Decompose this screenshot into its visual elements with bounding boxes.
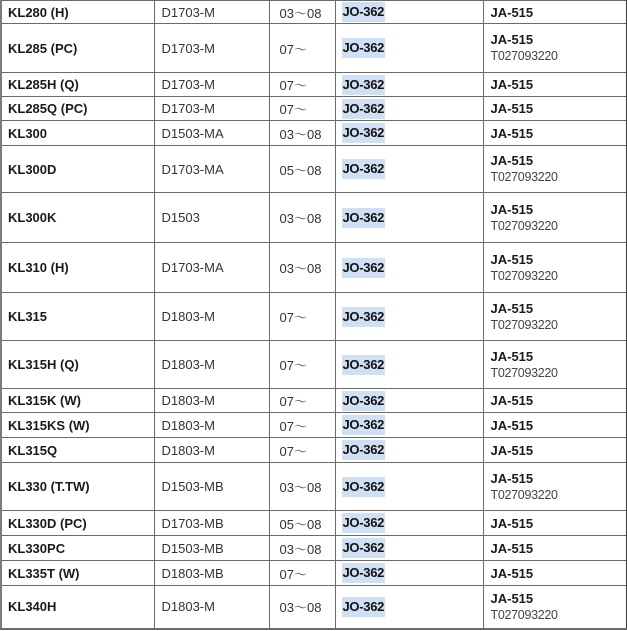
engine-model: D1503-MA [161, 125, 224, 141]
alt-part-number: T027093220 [490, 170, 558, 184]
model-name: KL340H [8, 599, 57, 615]
engine-cell [154, 1, 269, 24]
table-row [1, 511, 627, 536]
model-cell [1, 389, 154, 413]
years-cell [269, 586, 335, 629]
production-years: 07～ [279, 310, 307, 325]
air-filter-cell [483, 73, 627, 97]
engine-cell [154, 536, 269, 561]
production-years: 07～ [279, 566, 307, 582]
engine-model: D1803-M [161, 417, 215, 433]
model-cell [1, 413, 154, 438]
model-name: KL285H (Q) [8, 77, 79, 92]
engine-model: D1703-M [161, 101, 215, 116]
table-row [1, 24, 627, 73]
alt-part-number: T027093220 [490, 218, 558, 233]
table-row [1, 1, 627, 24]
model-name: KL280 (H) [8, 4, 69, 20]
production-years: 03～08 [279, 261, 322, 276]
production-years: 07～ [279, 41, 307, 57]
air-filter-part: JA-515 [490, 515, 534, 531]
alt-part-number: T027093220 [490, 268, 558, 283]
air-filter-part: JA-515 [490, 442, 534, 458]
table-row [1, 193, 627, 243]
air-filter-part: JA-515 [490, 300, 534, 316]
oil-filter-part-highlighted: JO-362 [342, 99, 386, 119]
oil-filter-part-highlighted: JO-362 [342, 538, 386, 558]
model-name: KL285 (PC) [8, 40, 78, 56]
model-cell [1, 193, 154, 243]
oil-filter-part-highlighted: JO-362 [342, 123, 386, 143]
oil-filter-part-highlighted: JO-362 [342, 38, 386, 58]
air-filter-part: JA-515 [490, 201, 534, 217]
table-row [1, 146, 627, 193]
oil-filter-part-highlighted: JO-362 [342, 159, 386, 179]
engine-cell [154, 463, 269, 511]
air-filter-part: JA-515 [490, 153, 534, 168]
production-years: 03～08 [279, 5, 322, 21]
model-cell [1, 561, 154, 586]
model-cell [1, 97, 154, 121]
oil-filter-part-highlighted: JO-362 [342, 415, 386, 435]
model-cell [1, 24, 154, 73]
model-cell [1, 341, 154, 389]
engine-model: D1803-MB [161, 565, 224, 581]
engine-model: D1503-MB [161, 479, 224, 494]
engine-model: D1703-MA [161, 260, 224, 275]
air-filter-part: JA-515 [490, 590, 534, 606]
oil-filter-part-highlighted: JO-362 [342, 355, 386, 375]
air-filter-part: JA-515 [490, 101, 534, 116]
years-cell [269, 24, 335, 73]
oil-filter-cell [335, 1, 483, 24]
air-filter-part: JA-515 [490, 348, 534, 364]
table-row [1, 121, 627, 146]
years-cell [269, 243, 335, 293]
engine-model: D1503 [161, 210, 200, 225]
alt-part-number: T027093220 [490, 487, 558, 502]
production-years: 03～08 [279, 126, 322, 142]
engine-cell [154, 389, 269, 413]
air-filter-cell [483, 511, 627, 536]
model-name: KL300 [8, 125, 48, 141]
air-filter-part: JA-515 [490, 540, 534, 556]
years-cell [269, 463, 335, 511]
air-filter-cell [483, 293, 627, 341]
engine-cell [154, 511, 269, 536]
production-years: 07～ [279, 418, 307, 434]
air-filter-part: JA-515 [490, 417, 534, 433]
air-filter-cell [483, 389, 627, 413]
table-row [1, 389, 627, 413]
oil-filter-cell [335, 511, 483, 536]
model-cell [1, 536, 154, 561]
years-cell [269, 536, 335, 561]
air-filter-cell [483, 536, 627, 561]
production-years: 03～08 [279, 480, 322, 495]
table-row [1, 293, 627, 341]
oil-filter-cell [335, 413, 483, 438]
years-cell [269, 389, 335, 413]
engine-cell [154, 586, 269, 629]
model-cell [1, 146, 154, 193]
engine-model: D1803-M [161, 309, 215, 324]
engine-cell [154, 193, 269, 243]
oil-filter-part-highlighted: JO-362 [342, 75, 386, 95]
engine-cell [154, 146, 269, 193]
table-row [1, 413, 627, 438]
table-body [1, 1, 627, 629]
model-name: KL285Q (PC) [8, 101, 88, 116]
years-cell [269, 1, 335, 24]
model-name: KL315H (Q) [8, 357, 79, 372]
model-name: KL315K (W) [8, 393, 81, 408]
air-filter-part: JA-515 [490, 393, 534, 408]
engine-cell [154, 438, 269, 463]
air-filter-cell [483, 1, 627, 24]
oil-filter-part-highlighted: JO-362 [342, 513, 386, 533]
engine-cell [154, 293, 269, 341]
engine-model: D1803-M [161, 393, 215, 408]
engine-cell [154, 341, 269, 389]
alt-part-number: T027093220 [490, 365, 558, 380]
model-cell [1, 1, 154, 24]
oil-filter-cell [335, 561, 483, 586]
engine-cell [154, 121, 269, 146]
oil-filter-cell [335, 293, 483, 341]
air-filter-part: JA-515 [490, 565, 534, 581]
air-filter-part: JA-515 [490, 77, 534, 92]
table-row [1, 73, 627, 97]
model-cell [1, 243, 154, 293]
model-name: KL315KS (W) [8, 417, 90, 433]
years-cell [269, 146, 335, 193]
engine-model: D1703-M [161, 77, 215, 92]
air-filter-cell [483, 413, 627, 438]
engine-model: D1703-MA [161, 161, 224, 177]
air-filter-part: JA-515 [490, 4, 534, 20]
oil-filter-cell [335, 341, 483, 389]
production-years: 07～ [279, 443, 307, 459]
oil-filter-cell [335, 438, 483, 463]
production-years: 07～ [279, 102, 307, 117]
air-filter-cell [483, 463, 627, 511]
production-years: 05～08 [279, 516, 322, 532]
oil-filter-cell [335, 121, 483, 146]
engine-cell [154, 243, 269, 293]
model-cell [1, 121, 154, 146]
years-cell [269, 73, 335, 97]
model-name: KL300D [8, 161, 57, 177]
engine-cell [154, 97, 269, 121]
oil-filter-part-highlighted: JO-362 [342, 563, 386, 583]
oil-filter-part-highlighted: JO-362 [342, 2, 386, 22]
engine-model: D1803-M [161, 442, 215, 458]
production-years: 07～ [279, 78, 307, 93]
oil-filter-part-highlighted: JO-362 [342, 477, 386, 497]
oil-filter-part-highlighted: JO-362 [342, 440, 386, 460]
years-cell [269, 511, 335, 536]
oil-filter-cell [335, 146, 483, 193]
production-years: 03～08 [279, 211, 322, 226]
air-filter-cell [483, 97, 627, 121]
years-cell [269, 193, 335, 243]
air-filter-cell [483, 586, 627, 629]
engine-model: D1703-MB [161, 515, 224, 531]
air-filter-part: JA-515 [490, 470, 534, 486]
model-name: KL300K [8, 210, 57, 225]
air-filter-part: JA-515 [490, 125, 534, 141]
air-filter-cell [483, 193, 627, 243]
oil-filter-part-highlighted: JO-362 [342, 208, 386, 228]
years-cell [269, 413, 335, 438]
oil-filter-cell [335, 243, 483, 293]
engine-cell [154, 24, 269, 73]
model-name: KL330D (PC) [8, 515, 87, 531]
air-filter-cell [483, 243, 627, 293]
oil-filter-cell [335, 73, 483, 97]
production-years: 07～ [279, 358, 307, 373]
model-cell [1, 73, 154, 97]
model-cell [1, 463, 154, 511]
model-name: KL310 (H) [8, 260, 69, 275]
air-filter-cell [483, 146, 627, 193]
air-filter-part: JA-515 [490, 251, 534, 267]
table-row [1, 463, 627, 511]
oil-filter-cell [335, 24, 483, 73]
years-cell [269, 341, 335, 389]
air-filter-cell [483, 24, 627, 73]
years-cell [269, 97, 335, 121]
model-name: KL330PC [8, 540, 66, 556]
engine-model: D1703-M [161, 4, 215, 20]
model-cell [1, 438, 154, 463]
model-name: KL330 (T.TW) [8, 479, 90, 494]
engine-model: D1803-M [161, 357, 215, 372]
engine-cell [154, 561, 269, 586]
table-row [1, 243, 627, 293]
model-name: KL335T (W) [8, 565, 80, 581]
production-years: 03～08 [279, 541, 322, 557]
oil-filter-part-highlighted: JO-362 [342, 597, 386, 617]
air-filter-cell [483, 341, 627, 389]
engine-cell [154, 413, 269, 438]
engine-model: D1503-MB [161, 540, 224, 556]
oil-filter-cell [335, 463, 483, 511]
years-cell [269, 561, 335, 586]
model-cell [1, 586, 154, 629]
air-filter-cell [483, 561, 627, 586]
table-row [1, 97, 627, 121]
table-row [1, 561, 627, 586]
years-cell [269, 121, 335, 146]
alt-part-number: T027093220 [490, 607, 558, 622]
table-row [1, 536, 627, 561]
oil-filter-cell [335, 389, 483, 413]
alt-part-number: T027093220 [490, 49, 558, 63]
oil-filter-part-highlighted: JO-362 [342, 307, 386, 327]
air-filter-cell [483, 438, 627, 463]
table-row [1, 341, 627, 389]
air-filter-part: JA-515 [490, 32, 534, 47]
oil-filter-cell [335, 586, 483, 629]
engine-model: D1803-M [161, 599, 215, 615]
air-filter-cell [483, 121, 627, 146]
model-name: KL315Q [8, 442, 58, 458]
engine-cell [154, 73, 269, 97]
production-years: 07～ [279, 394, 307, 409]
years-cell [269, 293, 335, 341]
oil-filter-cell [335, 97, 483, 121]
oil-filter-cell [335, 193, 483, 243]
engine-model: D1703-M [161, 40, 215, 56]
oil-filter-part-highlighted: JO-362 [342, 258, 386, 278]
model-cell [1, 293, 154, 341]
oil-filter-cell [335, 536, 483, 561]
model-cell [1, 511, 154, 536]
production-years: 05～08 [279, 162, 322, 178]
table-row [1, 586, 627, 629]
alt-part-number: T027093220 [490, 317, 558, 332]
model-name: KL315 [8, 309, 48, 324]
production-years: 03～08 [279, 600, 322, 616]
years-cell [269, 438, 335, 463]
oil-filter-part-highlighted: JO-362 [342, 391, 386, 411]
table-row [1, 438, 627, 463]
